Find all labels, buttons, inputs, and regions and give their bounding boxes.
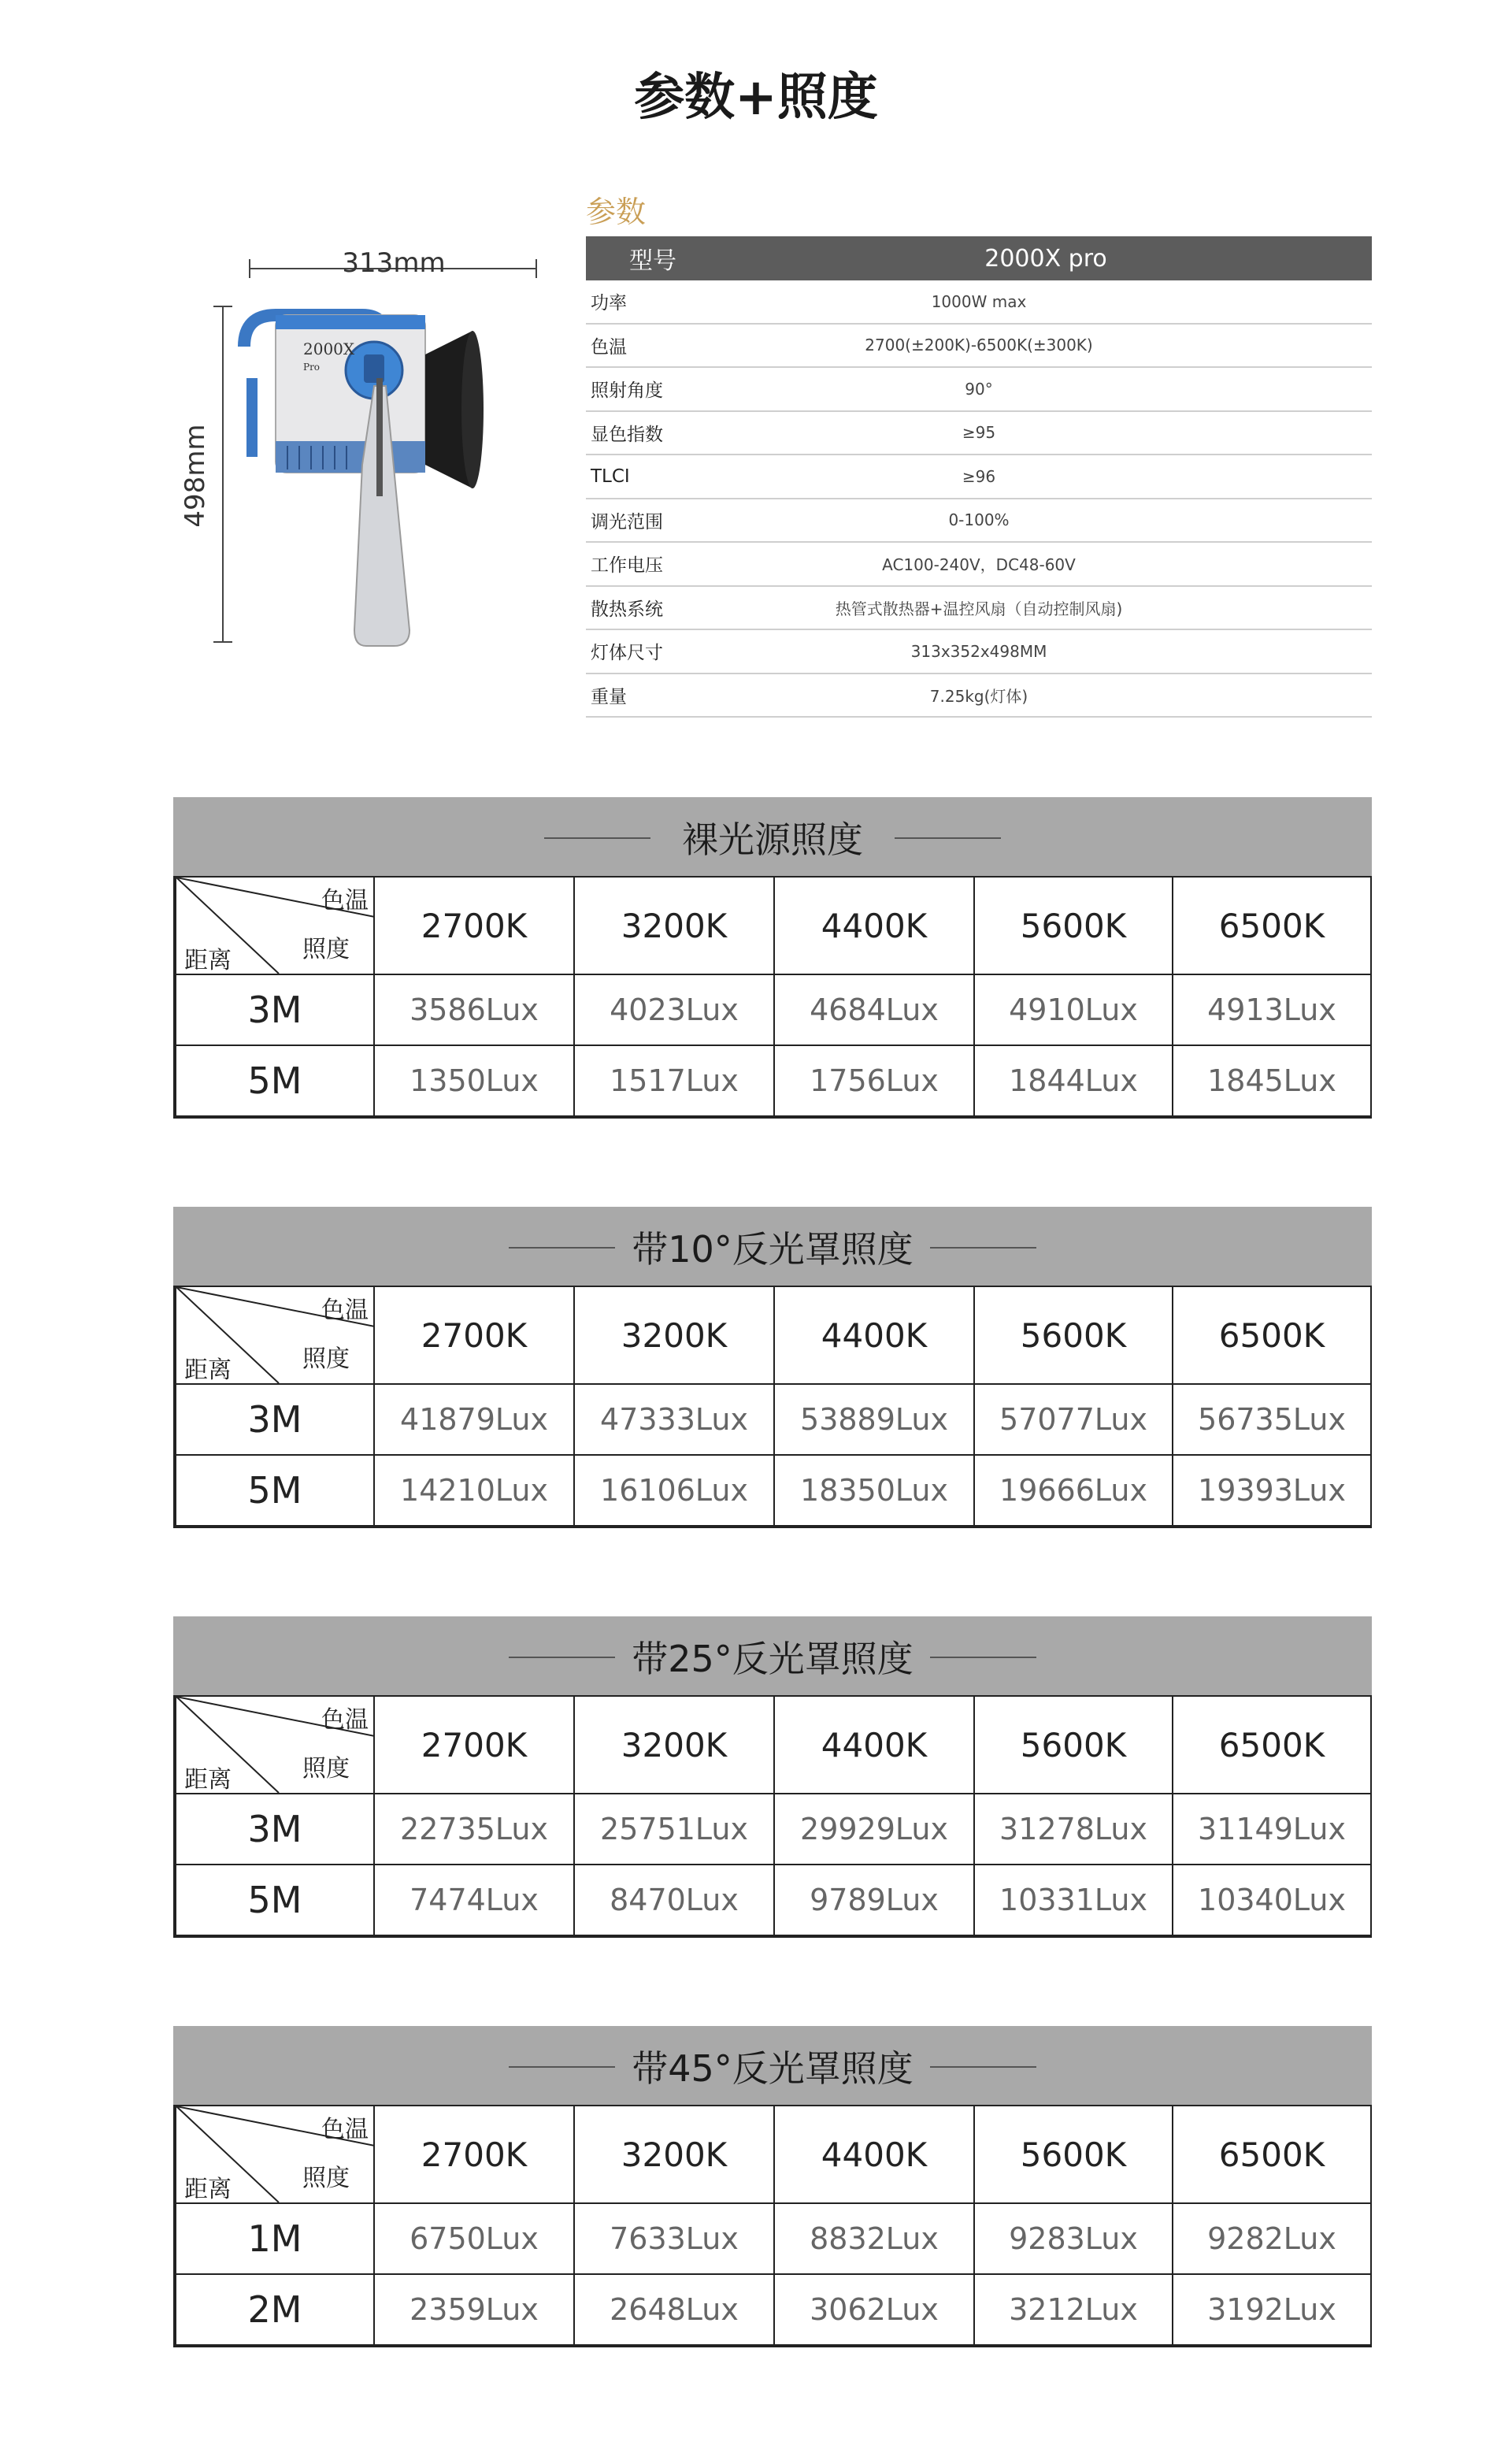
- spec-row: [586, 674, 1372, 718]
- spec-value: 2700(±200K)-6500K(±300K): [865, 336, 1093, 355]
- corner-dist-label: 距离: [184, 1766, 232, 1794]
- corner-temp-label: 色温: [321, 2116, 369, 2143]
- lux-value-cell: 7474Lux: [374, 1865, 574, 1935]
- table-row: [176, 1865, 1371, 1935]
- lux-value-cell: 3212Lux: [974, 2274, 1173, 2345]
- column-header-temp: 6500K: [1173, 1696, 1371, 1794]
- height-label: 498mm: [180, 424, 211, 528]
- corner-temp-label: 色温: [321, 1297, 369, 1324]
- table-row: [176, 1045, 1371, 1116]
- distance-cell: 3M: [176, 1384, 374, 1455]
- lux-value-cell: 31278Lux: [974, 1794, 1173, 1865]
- lux-value-cell: 53889Lux: [774, 1384, 974, 1455]
- lux-table-title: 带25°反光罩照度: [632, 1638, 914, 1680]
- spec-key: 功率: [591, 293, 627, 314]
- lux-value-cell: 2648Lux: [574, 2274, 774, 2345]
- lux-value-cell: 9789Lux: [774, 1865, 974, 1935]
- spec-row: [586, 455, 1372, 499]
- spec-value: 90°: [965, 379, 993, 399]
- lux-value-cell: 1845Lux: [1173, 1045, 1371, 1116]
- lux-value-cell: 1517Lux: [574, 1045, 774, 1116]
- spec-key: 显色指数: [591, 424, 663, 445]
- spec-value: ≥95: [962, 423, 996, 443]
- corner-dist-label: 距离: [184, 947, 232, 974]
- column-header-temp: 4400K: [774, 877, 974, 974]
- lux-value-cell: 7633Lux: [574, 2203, 774, 2274]
- table-row: [176, 1455, 1371, 1526]
- lux-value-cell: 16106Lux: [574, 1455, 774, 1526]
- product-logo: 2000X: [303, 340, 355, 358]
- distance-cell: 3M: [176, 1794, 374, 1865]
- corner-temp-label: 色温: [321, 1706, 369, 1734]
- spec-value: 0-100%: [948, 510, 1010, 530]
- spec-row: [586, 412, 1372, 456]
- lux-value-cell: 19666Lux: [974, 1455, 1173, 1526]
- table-row: [176, 2274, 1371, 2345]
- lux-value-cell: 19393Lux: [1173, 1455, 1371, 1526]
- lux-value-cell: 57077Lux: [974, 1384, 1173, 1455]
- lux-value-cell: 1756Lux: [774, 1045, 974, 1116]
- corner-dist-label: 距离: [184, 1356, 232, 1384]
- title-dash-right: [930, 2066, 1036, 2068]
- corner-lux-label: 照度: [302, 2165, 350, 2192]
- spec-value: ≥96: [962, 466, 996, 486]
- lux-value-cell: 22735Lux: [374, 1794, 574, 1865]
- lux-table-title: 带10°反光罩照度: [632, 1228, 914, 1271]
- column-header-temp: 5600K: [974, 1286, 1173, 1384]
- distance-cell: 5M: [176, 1045, 374, 1116]
- corner-lux-label: 照度: [302, 936, 350, 963]
- lux-table-section: [173, 797, 1372, 1119]
- column-header-temp: 5600K: [974, 877, 1173, 974]
- lux-table-section: [173, 1207, 1372, 1528]
- spec-value: 7.25kg(灯体): [929, 686, 1028, 706]
- spec-row: [586, 368, 1372, 412]
- spec-value: 热管式散热器+温控风扇（自动控制风扇): [835, 599, 1123, 618]
- lux-value-cell: 6750Lux: [374, 2203, 574, 2274]
- lux-table-section: [173, 2026, 1372, 2347]
- lux-table: [175, 876, 1372, 1117]
- corner-header-cell: [176, 877, 374, 974]
- corner-lux-label: 照度: [302, 1345, 350, 1373]
- lux-value-cell: 4910Lux: [974, 974, 1173, 1045]
- spec-heading: 参数: [586, 195, 647, 229]
- lux-table-section: [173, 1616, 1372, 1938]
- lux-value-cell: 31149Lux: [1173, 1794, 1371, 1865]
- spec-row: [586, 325, 1372, 369]
- distance-cell: 2M: [176, 2274, 374, 2345]
- lux-value-cell: 56735Lux: [1173, 1384, 1371, 1455]
- column-header-temp: 2700K: [374, 1696, 574, 1794]
- lux-value-cell: 1844Lux: [974, 1045, 1173, 1116]
- lux-table-header-band: [173, 2026, 1372, 2105]
- spec-key: 工作电压: [591, 555, 663, 577]
- spec-key: 灯体尺寸: [591, 643, 663, 664]
- spec-row: [586, 280, 1372, 325]
- column-header-temp: 3200K: [574, 1696, 774, 1794]
- lux-header-row: [176, 877, 1371, 974]
- spec-key: 色温: [591, 336, 627, 358]
- table-row: [176, 974, 1371, 1045]
- corner-header-cell: [176, 2106, 374, 2203]
- spec-row: [586, 543, 1372, 587]
- column-header-temp: 3200K: [574, 1286, 774, 1384]
- lux-table: [175, 1286, 1372, 1527]
- lux-value-cell: 8832Lux: [774, 2203, 974, 2274]
- spec-key: 调光范围: [591, 511, 663, 532]
- lux-table-title: 带45°反光罩照度: [632, 2047, 914, 2090]
- distance-cell: 1M: [176, 2203, 374, 2274]
- table-row: [176, 1384, 1371, 1455]
- spec-value: 1000W max: [931, 291, 1027, 311]
- column-header-temp: 4400K: [774, 2106, 974, 2203]
- lux-table-header-band: [173, 1207, 1372, 1286]
- spec-row: [586, 630, 1372, 674]
- lux-header-row: [176, 1696, 1371, 1794]
- corner-header-cell: [176, 1696, 374, 1794]
- lux-value-cell: 25751Lux: [574, 1794, 774, 1865]
- lux-value-cell: 1350Lux: [374, 1045, 574, 1116]
- product-image: [197, 260, 575, 654]
- lux-table-title: 裸光源照度: [682, 818, 863, 861]
- lux-value-cell: 3586Lux: [374, 974, 574, 1045]
- lux-table-header-band: [173, 797, 1372, 876]
- product-logo-sub: Pro: [303, 362, 321, 373]
- lux-value-cell: 9282Lux: [1173, 2203, 1371, 2274]
- lux-value-cell: 4684Lux: [774, 974, 974, 1045]
- column-header-temp: 4400K: [774, 1286, 974, 1384]
- distance-cell: 5M: [176, 1455, 374, 1526]
- corner-lux-label: 照度: [302, 1755, 350, 1783]
- spec-value: AC100-240V，DC48-60V: [882, 555, 1076, 575]
- column-header-temp: 4400K: [774, 1696, 974, 1794]
- table-row: [176, 2203, 1371, 2274]
- page-title: 参数+照度: [634, 69, 878, 127]
- lux-value-cell: 14210Lux: [374, 1455, 574, 1526]
- lux-value-cell: 8470Lux: [574, 1865, 774, 1935]
- spec-key: TLCI: [591, 466, 630, 487]
- width-label: 313mm: [342, 247, 446, 279]
- lux-value-cell: 4913Lux: [1173, 974, 1371, 1045]
- column-header-temp: 3200K: [574, 2106, 774, 2203]
- spec-key: 照射角度: [591, 380, 663, 402]
- lux-table: [175, 2105, 1372, 2346]
- lux-value-cell: 4023Lux: [574, 974, 774, 1045]
- column-header-temp: 6500K: [1173, 2106, 1371, 2203]
- lux-value-cell: 3192Lux: [1173, 2274, 1371, 2345]
- distance-cell: 5M: [176, 1865, 374, 1935]
- spec-row: [586, 499, 1372, 544]
- title-dash-right: [930, 1247, 1036, 1249]
- lux-value-cell: 29929Lux: [774, 1794, 974, 1865]
- table-row: [176, 1794, 1371, 1865]
- column-header-temp: 2700K: [374, 1286, 574, 1384]
- lux-value-cell: 2359Lux: [374, 2274, 574, 2345]
- column-header-temp: 6500K: [1173, 877, 1371, 974]
- corner-dist-label: 距离: [184, 2176, 232, 2203]
- spec-value: 313x352x498MM: [910, 641, 1047, 661]
- lux-header-row: [176, 1286, 1371, 1384]
- title-dash-right: [895, 837, 1001, 839]
- corner-temp-label: 色温: [321, 887, 369, 915]
- lux-value-cell: 3062Lux: [774, 2274, 974, 2345]
- column-header-temp: 2700K: [374, 2106, 574, 2203]
- spec-table: [586, 236, 1372, 718]
- corner-header-cell: [176, 1286, 374, 1384]
- lux-table-header-band: [173, 1616, 1372, 1695]
- spec-key: 散热系统: [591, 599, 663, 620]
- spec-row: [586, 587, 1372, 631]
- lux-value-cell: 47333Lux: [574, 1384, 774, 1455]
- spec-key: 重量: [591, 686, 627, 707]
- column-header-temp: 6500K: [1173, 1286, 1371, 1384]
- lux-value-cell: 10340Lux: [1173, 1865, 1371, 1935]
- lux-value-cell: 10331Lux: [974, 1865, 1173, 1935]
- column-header-temp: 2700K: [374, 877, 574, 974]
- lux-value-cell: 9283Lux: [974, 2203, 1173, 2274]
- spec-header-row: [586, 236, 1372, 280]
- spec-header-value: 2000X pro: [984, 244, 1107, 273]
- distance-cell: 3M: [176, 974, 374, 1045]
- spec-header-key: 型号: [629, 247, 676, 275]
- column-header-temp: 5600K: [974, 2106, 1173, 2203]
- title-dash-right: [930, 1657, 1036, 1658]
- lux-header-row: [176, 2106, 1371, 2203]
- column-header-temp: 5600K: [974, 1696, 1173, 1794]
- lux-value-cell: 41879Lux: [374, 1384, 574, 1455]
- column-header-temp: 3200K: [574, 877, 774, 974]
- lux-table: [175, 1695, 1372, 1936]
- lux-value-cell: 18350Lux: [774, 1455, 974, 1526]
